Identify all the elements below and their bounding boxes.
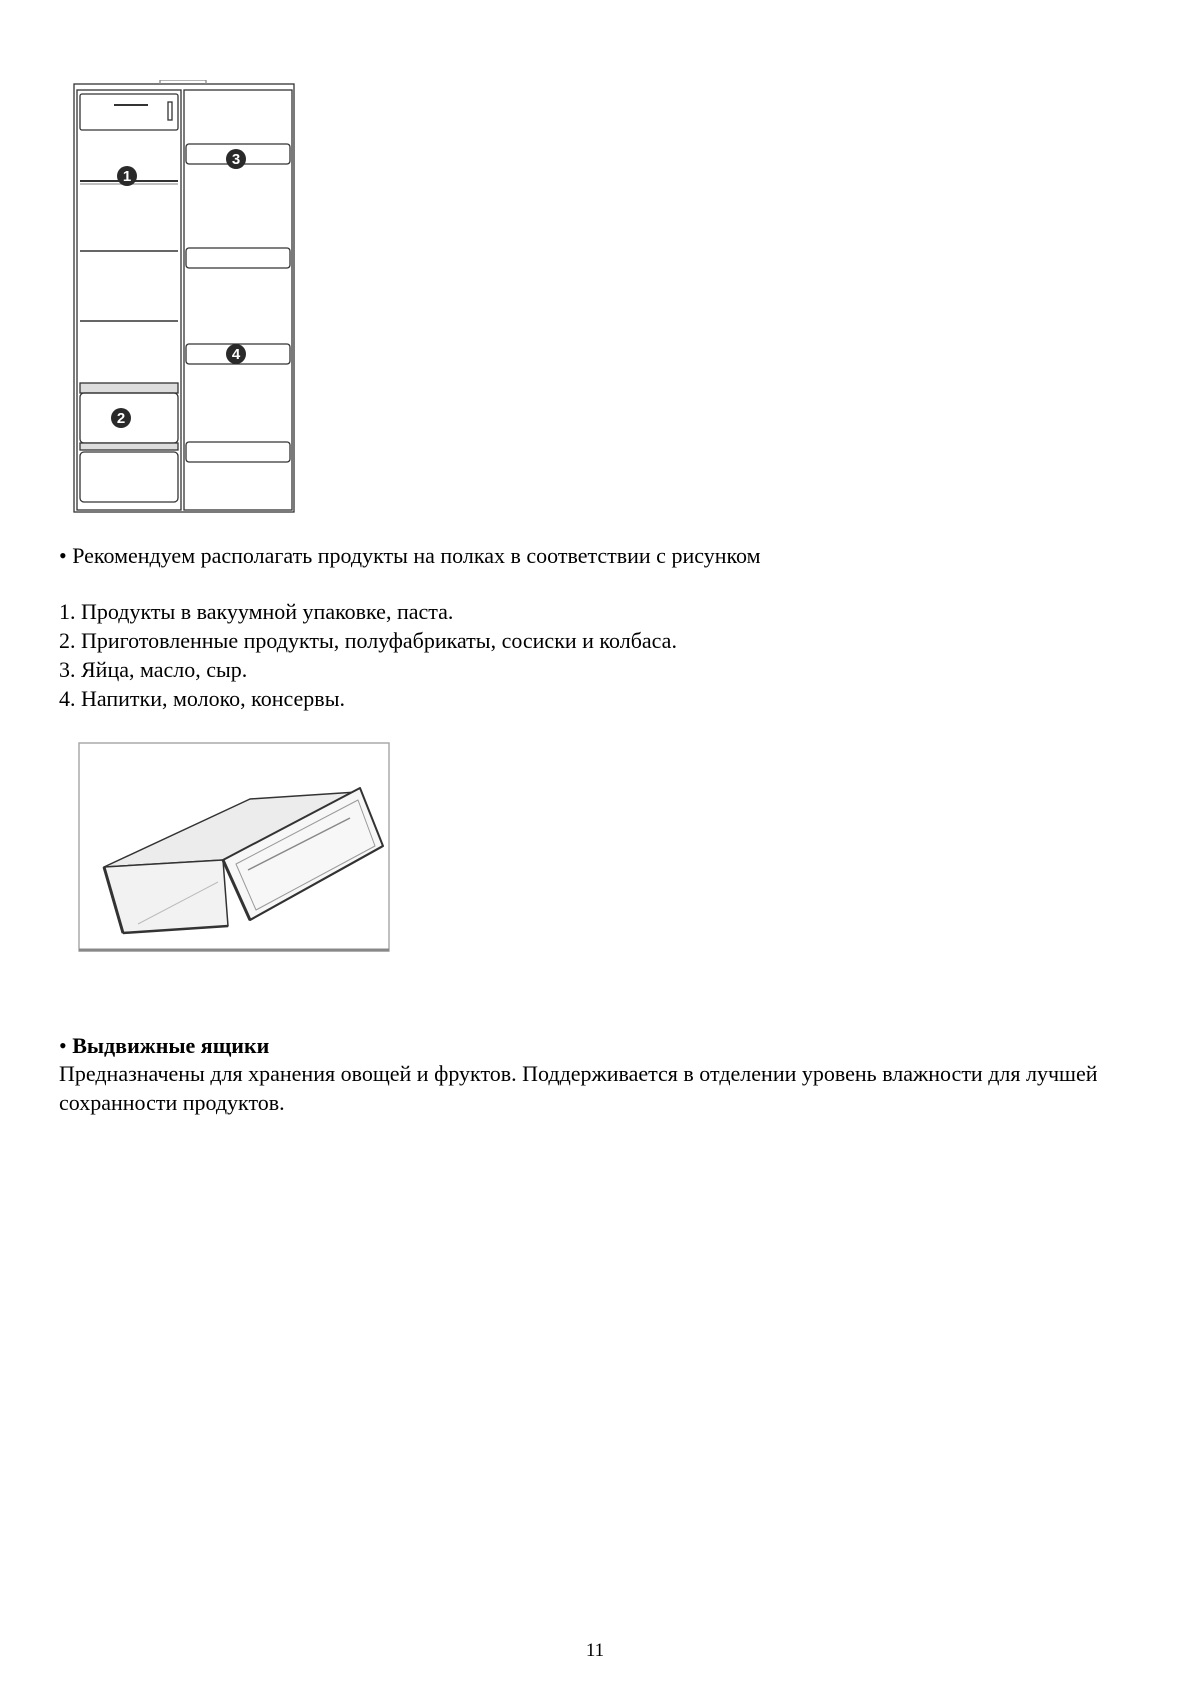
heading-text: Выдвижные ящики bbox=[72, 1033, 270, 1058]
drawer-lower bbox=[80, 452, 178, 502]
door-shelf-2 bbox=[186, 248, 290, 268]
heading-bullet: • bbox=[59, 1033, 73, 1058]
crisper-drawer-illustration bbox=[78, 742, 390, 954]
marker-1 bbox=[117, 166, 137, 186]
door-shelf-4 bbox=[186, 442, 290, 462]
list-item: 2. Приготовленные продукты, полуфабрикаты, сосиски и колбаса. bbox=[59, 628, 677, 653]
list-item: 3. Яйца, масло, сыр. bbox=[59, 657, 248, 682]
section-paragraph: Предназначены для хранения овощей и фруктов. Поддерживается в отделении уровень влажности для лучшей сохранности продуктов. bbox=[59, 1061, 1098, 1115]
list-item: 1. Продукты в вакуумной упаковке, паста. bbox=[59, 599, 454, 624]
fridge-shelf-diagram bbox=[72, 80, 302, 515]
svg-text:4: 4 bbox=[231, 346, 241, 363]
svg-text:2: 2 bbox=[116, 410, 126, 427]
product-list bbox=[59, 597, 677, 713]
marker-2 bbox=[111, 408, 131, 428]
marker-3 bbox=[226, 149, 246, 169]
list-item: 4. Напитки, молоко, консервы. bbox=[59, 686, 345, 711]
svg-text:1: 1 bbox=[122, 168, 132, 185]
marker-4 bbox=[226, 344, 246, 364]
svg-text:3: 3 bbox=[231, 151, 241, 168]
page-number: 11 bbox=[585, 1640, 605, 1661]
intro-text: • Рекомендуем располагать продукты на полках в соответствии с рисунком bbox=[59, 543, 761, 568]
section-heading bbox=[59, 1031, 269, 1060]
